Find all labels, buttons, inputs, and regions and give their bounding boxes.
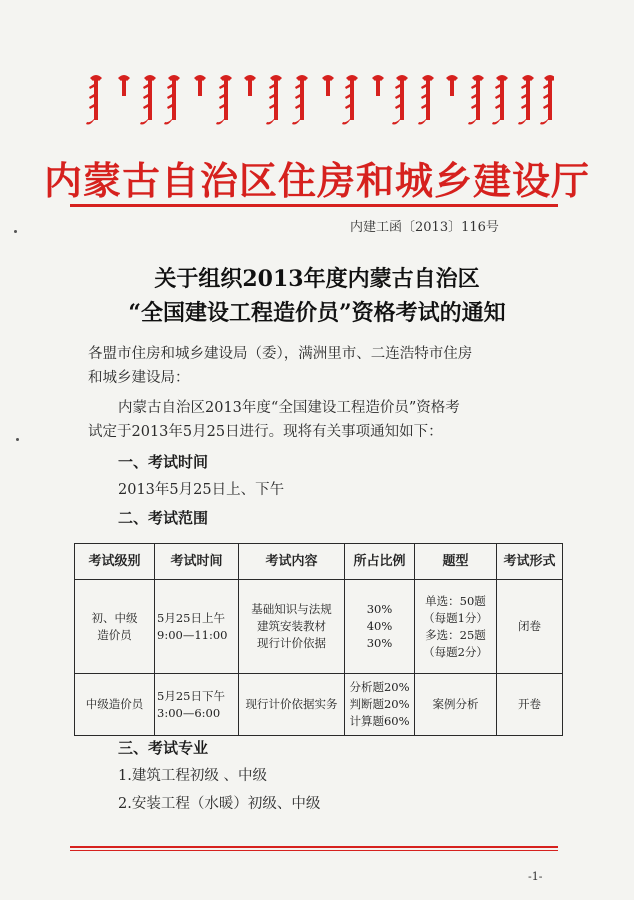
mongolian-glyph-tail — [518, 119, 526, 125]
mongolian-glyph-stem — [172, 76, 176, 120]
mongolian-glyph-tick — [269, 84, 274, 89]
recipients-line2: 和城乡建设局： — [88, 370, 190, 386]
mongolian-glyph-tick — [89, 104, 94, 109]
footer-red-rule-top — [70, 846, 558, 848]
mongolian-glyph-tick — [167, 104, 172, 109]
ratio-cell: 30% 40% 30% — [345, 580, 415, 674]
mongolian-glyph-tick — [89, 84, 94, 89]
exam-form-cell: 开卷 — [497, 674, 563, 736]
mongolian-glyph-tick — [395, 104, 400, 109]
mongolian-glyph-tick — [543, 104, 548, 109]
intro-line1: 内蒙古自治区2013年度“全国建设工程造价员”资格考 — [118, 400, 460, 416]
mongolian-glyph-tick — [345, 104, 350, 109]
mongolian-glyph-tail — [86, 119, 94, 125]
question-type-cell: 单选：50题 （每题1分） 多选：25题 （每题2分） — [415, 580, 497, 674]
table-header-row — [75, 544, 563, 580]
exam-schedule-table — [74, 543, 563, 736]
mongolian-glyph-stem — [224, 76, 228, 120]
mongolian-glyph-tick — [543, 84, 548, 89]
mongolian-glyph-tick — [143, 94, 148, 99]
mongolian-glyph-stem — [400, 76, 404, 120]
mongolian-glyph-tick — [543, 94, 548, 99]
mongolian-glyph-tick — [421, 94, 426, 99]
mongolian-glyph-tick — [295, 104, 300, 109]
notice-title-line2: “全国建设工程造价员”资格考试的通知 — [128, 300, 506, 326]
mongolian-glyph-stem — [148, 76, 152, 120]
mongolian-glyph-tail — [342, 119, 350, 125]
mongolian-glyph-tick — [219, 94, 224, 99]
mongolian-glyph-stem — [300, 76, 304, 120]
document-number: 内建工函〔2013〕116号 — [350, 220, 499, 235]
header-cell: 题型 — [415, 544, 497, 580]
mongolian-glyph-tail — [468, 119, 476, 125]
mongolian-glyph-tick — [495, 94, 500, 99]
header-cell: 考试时间 — [155, 544, 239, 580]
footer-red-rule-bottom — [70, 850, 558, 851]
mongolian-glyph-stem — [94, 76, 98, 120]
mongolian-glyph-stem — [500, 76, 504, 120]
mongolian-glyph-tick — [219, 104, 224, 109]
mongolian-glyph-tick — [521, 94, 526, 99]
mongolian-glyph-tick — [471, 104, 476, 109]
mongolian-glyph-tick — [269, 94, 274, 99]
page-number: -1- — [528, 870, 543, 883]
section2-heading: 二、考试范围 — [118, 509, 209, 527]
mongolian-glyph-tail — [418, 119, 426, 125]
recipients — [88, 342, 578, 390]
table-row — [75, 580, 563, 674]
scan-speck — [14, 230, 17, 233]
mongolian-glyph-tail — [164, 119, 172, 125]
mongolian-glyph-tail — [392, 119, 400, 125]
section1-heading: 一、考试时间 — [118, 453, 209, 471]
mongolian-glyph-tick — [521, 84, 526, 89]
mongolian-glyph-tick — [167, 94, 172, 99]
mongolian-glyph-tick — [421, 84, 426, 89]
content-cell: 基础知识与法规 建筑安装教材 现行计价依据 — [239, 580, 345, 674]
header-cell: 所占比例 — [345, 544, 415, 580]
section3-heading: 三、考试专业 — [118, 739, 209, 757]
mongolian-glyph-tick — [471, 84, 476, 89]
mongolian-glyph-tick — [495, 84, 500, 89]
mongolian-glyph-tail — [492, 119, 500, 125]
scan-speck — [16, 438, 19, 441]
mongolian-glyph-stem — [548, 76, 552, 120]
section3-item1: 1.建筑工程初级 、中级 — [118, 768, 267, 784]
mongolian-glyph-tick — [421, 104, 426, 109]
header-red-rule — [70, 204, 558, 207]
level-cell: 中级造价员 — [75, 674, 155, 736]
header-cell: 考试形式 — [497, 544, 563, 580]
level-cell: 初、中级 造价员 — [75, 580, 155, 674]
mongolian-glyph-tail — [266, 119, 274, 125]
time-cell: 5月25日上午 9:00—11:00 — [155, 580, 239, 674]
mongolian-glyph-tick — [395, 84, 400, 89]
issuing-organization: 内蒙古自治区住房和城乡建设厅 — [43, 159, 590, 203]
mongolian-glyph-tail — [540, 119, 548, 125]
ratio-cell: 分析题20% 判断题20% 计算题60% — [345, 674, 415, 736]
notice-title-line1: 关于组织2013年度内蒙古自治区 — [154, 266, 480, 292]
mongolian-glyph-stem — [476, 76, 480, 120]
mongolian-glyph-tick — [269, 104, 274, 109]
mongolian-glyph-tick — [521, 104, 526, 109]
mongolian-glyph-tail — [292, 119, 300, 125]
mongolian-glyph-tick — [345, 94, 350, 99]
mongolian-glyph-stem — [526, 76, 530, 120]
question-type-cell: 案例分析 — [415, 674, 497, 736]
intro-paragraph — [88, 396, 578, 444]
mongolian-glyph-tick — [295, 94, 300, 99]
mongolian-glyph-stem — [350, 76, 354, 120]
exam-form-cell: 闭卷 — [497, 580, 563, 674]
recipients-line1: 各盟市住房和城乡建设局（委），满洲里市、二连浩特市住房 — [88, 346, 473, 362]
header-cell: 考试内容 — [239, 544, 345, 580]
mongolian-glyph-tick — [143, 104, 148, 109]
mongolian-glyph-tick — [295, 84, 300, 89]
table-row — [75, 674, 563, 736]
mongolian-glyph-tick — [395, 94, 400, 99]
content-cell: 现行计价依据实务 — [239, 674, 345, 736]
mongolian-glyph-tick — [471, 94, 476, 99]
section1-text: 2013年5月25日上、下午 — [118, 482, 285, 498]
mongolian-glyph-tail — [140, 119, 148, 125]
mongolian-glyph-tick — [143, 84, 148, 89]
mongolian-glyph-tail — [216, 119, 224, 125]
header-cell: 考试级别 — [75, 544, 155, 580]
mongolian-glyph-tick — [345, 84, 350, 89]
mongolian-glyph-stem — [426, 76, 430, 120]
mongolian-glyph-stem — [274, 76, 278, 120]
mongolian-glyph-tick — [219, 84, 224, 89]
time-cell: 5月25日下午 3:00—6:00 — [155, 674, 239, 736]
intro-line2: 试定于2013年5月25日进行。现将有关事项通知如下： — [88, 424, 443, 440]
mongolian-glyph-tick — [495, 104, 500, 109]
section3-item2: 2.安装工程（水暖）初级、中级 — [118, 796, 321, 812]
mongolian-glyph-tick — [89, 94, 94, 99]
mongolian-glyph-tick — [167, 84, 172, 89]
mongolian-script-header — [84, 70, 554, 132]
